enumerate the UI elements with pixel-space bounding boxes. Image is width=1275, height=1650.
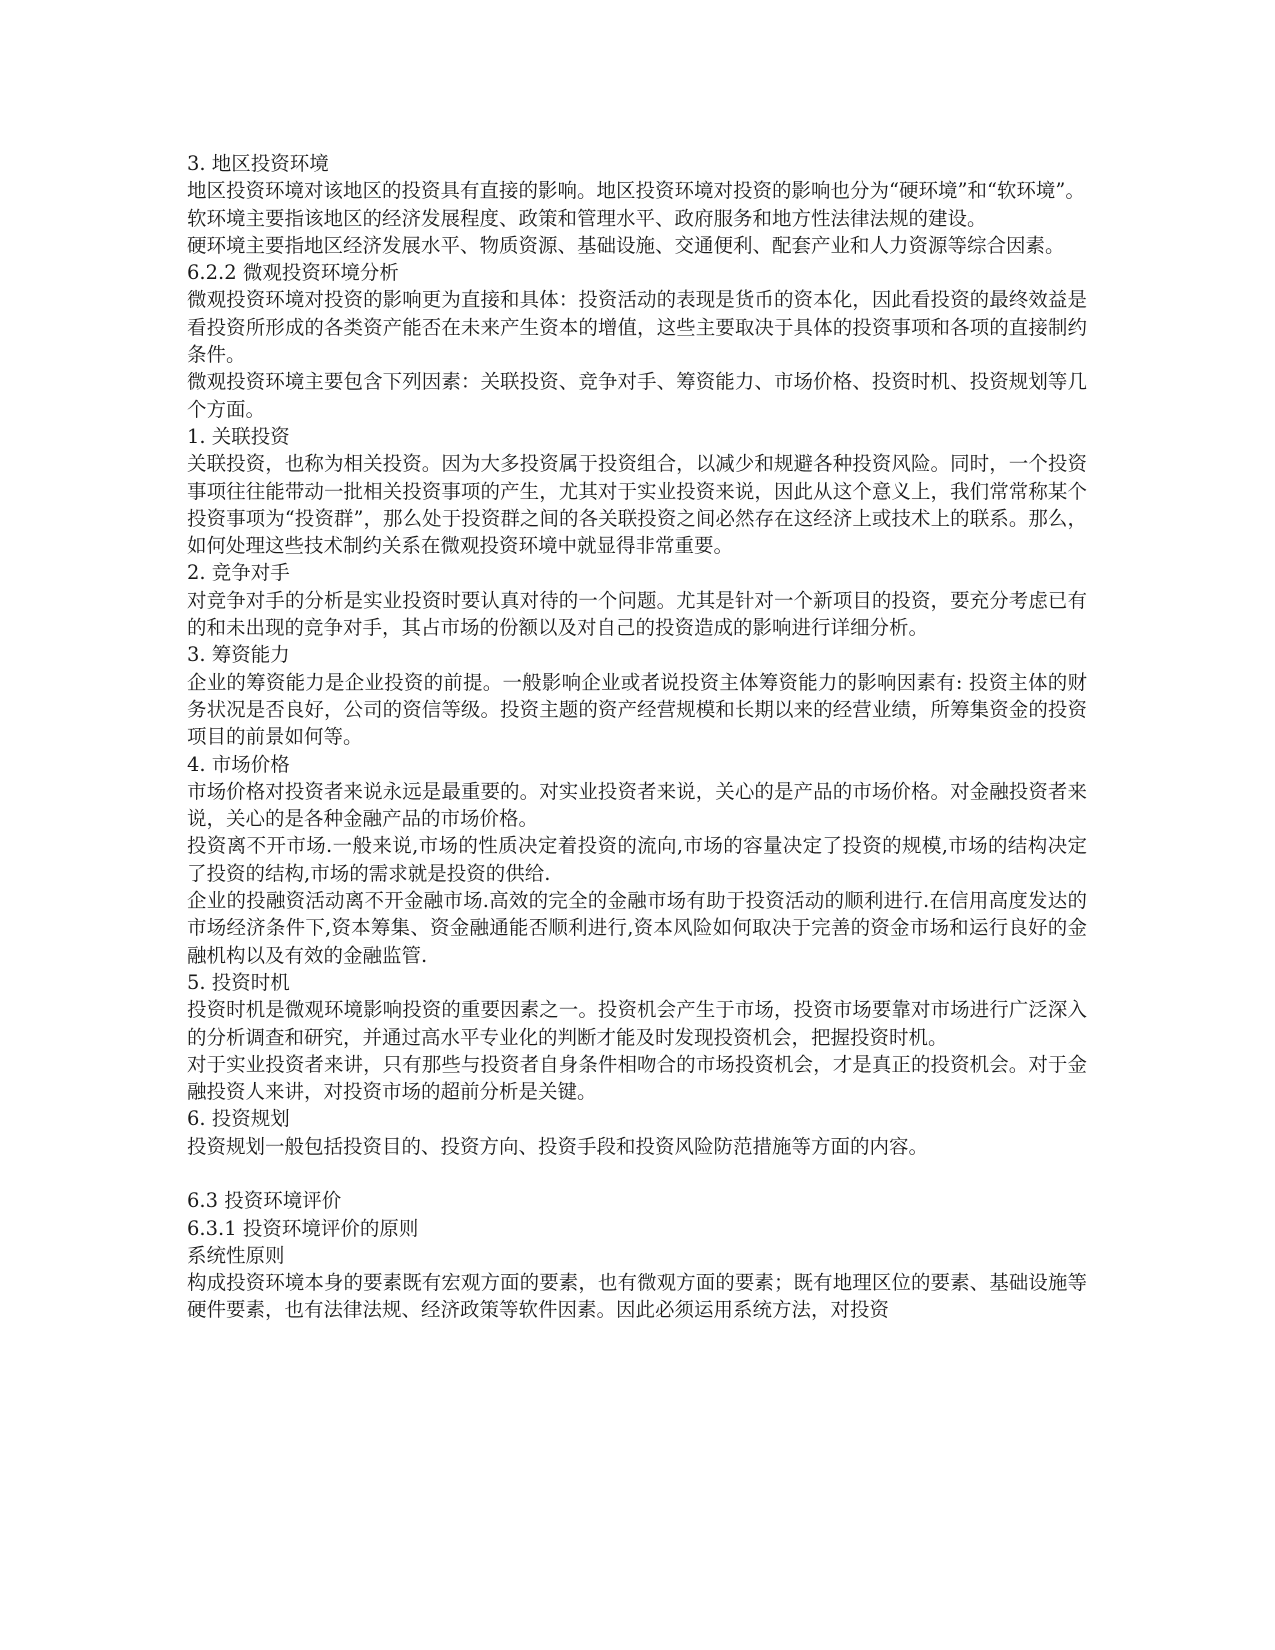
paragraph-investment-timing: 投资时机是微观环境影响投资的重要因素之一。投资机会产生于市场，投资市场要靠对市场进行广泛深入的分析调查和研究，并通过高水平专业化的判断才能及时发现投资机会，把握投资时机。 bbox=[187, 998, 1087, 1049]
paragraph-related-investment: 关联投资，也称为相关投资。因为大多投资属于投资组合，以减少和规避各种投资风险。同时，一个投资事项往往能带动一批相关投资事项的产生，尤其对于实业投资来说，因此从这个意义上，我们常常称某个投资事项为“投资群”，那么处于投资群之间的各关联投资之间必然存在这经济上或技术上的联系。那么，如何处理这些技术制约关系在微观投资环境中就显得非常重要。 bbox=[187, 452, 1087, 558]
paragraph-micro-intro: 微观投资环境对投资的影响更为直接和具体：投资活动的表现是货币的资本化，因此看投资的最终效益是看投资所形成的各类资产能否在未来产生资本的增值，这些主要取决于具体的投资事项和各项的直接制约条件。 bbox=[187, 288, 1087, 367]
paragraph-financing-ability: 企业的筹资能力是企业投资的前提。一般影响企业或者说投资主体筹资能力的影响因素有: 投资主体的财务状况是否良好，公司的资信等级。投资主题的资产经营规模和长期以来的经营业绩，所筹集资金的投资项目的前景如何等。 bbox=[187, 670, 1087, 749]
section-heading-financing-ability: 3. 筹资能力 bbox=[187, 643, 290, 667]
paragraph-micro-factors: 微观投资环境主要包含下列因素：关联投资、竞争对手、筹资能力、市场价格、投资时机、投资规划等几个方面。 bbox=[187, 370, 1087, 421]
blank-line bbox=[187, 1160, 1087, 1187]
paragraph-investment-planning: 投资规划一般包括投资目的、投资方向、投资手段和投资风险防范措施等方面的内容。 bbox=[187, 1134, 929, 1158]
paragraph-regional-environment-intro: 地区投资环境对该地区的投资具有直接的影响。地区投资环境对投资的影响也分为“硬环境”和“软环境”。 bbox=[187, 179, 1085, 203]
paragraph-financial-market: 企业的投融资活动离不开金融市场.高效的完全的金融市场有助于投资活动的顺利进行.在信用高度发达的市场经济条件下,资本筹集、资金融通能否顺利进行,资本风险如何取决于完善的资金市场和运行良好的金融机构以及有效的金融监管. bbox=[187, 889, 1087, 967]
section-heading-regional-environment: 3. 地区投资环境 bbox=[187, 152, 329, 175]
section-heading-environment-evaluation: 6.3 投资环境评价 bbox=[187, 1189, 342, 1213]
section-heading-investment-planning: 6. 投资规划 bbox=[187, 1107, 290, 1131]
section-heading-competitors: 2. 竞争对手 bbox=[187, 561, 290, 585]
section-heading-market-price: 4. 市场价格 bbox=[187, 752, 290, 776]
paragraph-market-price: 市场价格对投资者来说永远是最重要的。对实业投资者来说，关心的是产品的市场价格。对金融投资者来说，关心的是各种金融产品的市场价格。 bbox=[187, 779, 1087, 831]
section-heading-micro-analysis: 6.2.2 微观投资环境分析 bbox=[187, 261, 399, 285]
paragraph-investment-opportunity: 对于实业投资者来讲，只有那些与投资者自身条件相吻合的市场投资机会，才是真正的投资机会。对于金融投资人来讲，对投资市场的超前分析是关键。 bbox=[187, 1052, 1087, 1104]
document-body bbox=[187, 150, 1087, 1324]
paragraph-soft-environment: 软环境主要指该地区的经济发展程度、政策和管理水平、政府服务和地方性法律法规的建设。 bbox=[187, 206, 987, 230]
paragraph-systematic-principle: 构成投资环境本身的要素既有宏观方面的要素，也有微观方面的要素；既有地理区位的要素、基础设施等硬件要素，也有法律法规、经济政策等软件因素。因此必须运用系统方法，对投资 bbox=[187, 1271, 1087, 1322]
paragraph-competitors: 对竞争对手的分析是实业投资时要认真对待的一个问题。尤其是针对一个新项目的投资，要充分考虑已有的和未出现的竞争对手，其占市场的份额以及对自己的投资造成的影响进行详细分析。 bbox=[187, 588, 1087, 640]
paragraph-hard-environment: 硬环境主要指地区经济发展水平、物质资源、基础设施、交通便利、配套产业和人力资源等综合因素。 bbox=[187, 233, 1065, 257]
section-heading-related-investment: 1. 关联投资 bbox=[187, 424, 290, 448]
paragraph-market-investment: 投资离不开市场.一般来说,市场的性质决定着投资的流向,市场的容量决定了投资的规模,市场的结构决定了投资的结构,市场的需求就是投资的供给. bbox=[187, 834, 1087, 885]
section-heading-investment-timing: 5. 投资时机 bbox=[187, 970, 290, 994]
section-heading-systematic-principle: 系统性原则 bbox=[187, 1243, 285, 1267]
section-heading-evaluation-principles: 6.3.1 投资环境评价的原则 bbox=[187, 1216, 419, 1240]
